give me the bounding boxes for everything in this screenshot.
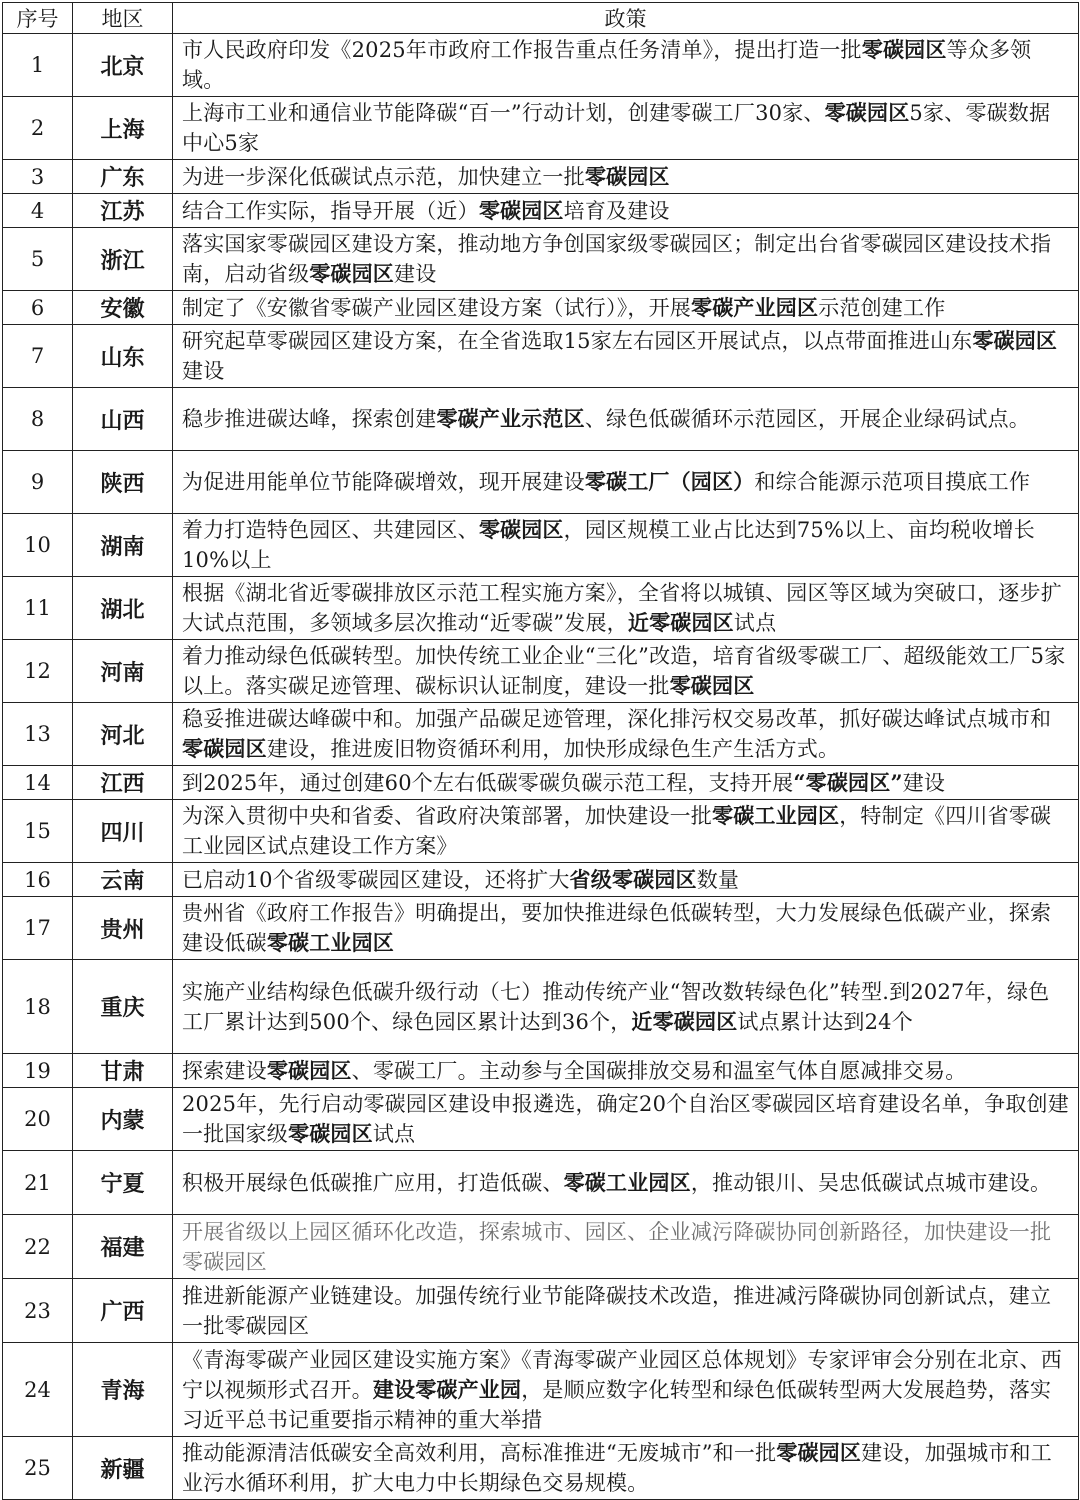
row-policy	[173, 897, 1079, 960]
row-number: 7	[3, 325, 73, 388]
table-row	[3, 766, 1079, 800]
row-region: 四川	[73, 800, 173, 863]
policy-text-tail: 5家、零碳数据中心5家	[182, 101, 1051, 155]
policy-text-tail: 培育及建设	[563, 198, 670, 223]
row-policy	[173, 960, 1079, 1054]
row-policy	[173, 1215, 1079, 1279]
policy-text: 着力打造特色园区、共建园区、	[182, 518, 479, 542]
policy-highlight: 零碳园区	[861, 37, 947, 62]
row-policy	[173, 703, 1079, 766]
policy-highlight: “零碳园区”	[793, 769, 903, 795]
row-region: 安徽	[73, 291, 173, 325]
row-policy	[173, 863, 1079, 897]
row-number: 10	[3, 514, 73, 577]
header-number: 序号	[3, 3, 73, 34]
row-region: 云南	[73, 863, 173, 897]
table-row	[3, 577, 1079, 640]
row-policy	[173, 577, 1079, 640]
policy-highlight: 零碳园区	[266, 1057, 352, 1083]
row-policy	[173, 160, 1079, 194]
policy-text: 为深入贯彻中央和省委、省政府决策部署，加快建设一批	[182, 804, 712, 828]
row-policy	[173, 800, 1079, 863]
table-row	[3, 1151, 1079, 1215]
table-row	[3, 1343, 1079, 1437]
policy-highlight: 零碳工业园区	[563, 1169, 691, 1195]
policy-text-tail: 建设	[394, 262, 437, 286]
row-region: 浙江	[73, 228, 173, 291]
policy-text: 推动能源清洁低碳安全高效利用，高标准推进“无废城市”和一批	[182, 1441, 777, 1465]
row-number: 14	[3, 766, 73, 800]
policy-text-tail: 数量	[696, 867, 740, 892]
row-policy	[173, 1437, 1079, 1500]
policy-text: 为促进用能单位节能降碳增效，现开展建设	[182, 470, 585, 494]
row-region: 甘肃	[73, 1054, 173, 1088]
row-number: 9	[3, 451, 73, 514]
policy-text-tail: 、绿色低碳循环示范园区，开展企业绿码试点。	[584, 407, 1031, 431]
policy-text-tail: 示范创建工作	[818, 295, 946, 320]
policy-highlight: 省级零碳园区	[569, 866, 697, 892]
row-region: 山西	[73, 388, 173, 451]
policy-highlight: 零碳园区	[584, 163, 670, 189]
row-policy	[173, 1088, 1079, 1151]
header-policy: 政策	[173, 3, 1079, 34]
policy-text-tail: ，园区规模工业占比达到75%以上、亩均税收增长10%以上	[182, 518, 1035, 572]
row-policy	[173, 640, 1079, 703]
row-region: 重庆	[73, 960, 173, 1054]
policy-text: 落实国家零碳园区建设方案，推动地方争创国家级零碳园区；制定出台省零碳园区建设技术指南，启动省级	[182, 232, 1052, 286]
policy-text: 积极开展绿色低碳推广应用，打造低碳、	[182, 1170, 564, 1195]
table-row	[3, 960, 1079, 1054]
policy-highlight: 建设零碳产业园	[372, 1376, 522, 1402]
table-row	[3, 514, 1079, 577]
policy-text: 市人民政府印发《2025年市政府工作报告重点任务清单》，提出打造一批	[182, 38, 862, 62]
row-number: 20	[3, 1088, 73, 1151]
policy-highlight: 零碳园区	[824, 100, 910, 125]
row-number: 19	[3, 1054, 73, 1088]
policy-highlight: 零碳园区	[182, 736, 267, 761]
policy-text-tail: 试点	[372, 1122, 416, 1146]
policy-highlight: 零碳园区	[478, 517, 564, 542]
row-policy	[173, 514, 1079, 577]
policy-text: 稳步推进碳达峰，探索创建	[182, 407, 437, 431]
row-policy	[173, 1054, 1079, 1088]
policy-text: 稳妥推进碳达峰碳中和。加强产品碳足迹管理，深化排污权交易改革，抓好碳达峰试点城市和	[182, 707, 1052, 731]
row-number: 6	[3, 291, 73, 325]
table-row	[3, 34, 1079, 97]
row-policy	[173, 1151, 1079, 1215]
row-region: 北京	[73, 34, 173, 97]
row-number: 3	[3, 160, 73, 194]
row-policy	[173, 1343, 1079, 1437]
policy-text: 上海市工业和通信业节能降碳“百一”行动计划，创建零碳工厂30家、	[182, 101, 825, 125]
row-number: 23	[3, 1279, 73, 1343]
table-row	[3, 388, 1079, 451]
row-number: 22	[3, 1215, 73, 1279]
row-region: 江苏	[73, 194, 173, 228]
policy-text: 开展省级以上园区循环化改造，探索城市、园区、企业减污降碳协同创新路径，加快建设一批零碳园区	[182, 1219, 1052, 1274]
policy-text-tail: ，推动银川、吴忠低碳试点城市建设。	[690, 1170, 1052, 1195]
row-region: 福建	[73, 1215, 173, 1279]
policy-text: 《青海零碳产业园区建设实施方案》《青海零碳产业园区总体规划》专家评审会分别在北京、西宁以视频形式召开。	[182, 1347, 1062, 1402]
table-row	[3, 194, 1079, 228]
table-row	[3, 1088, 1079, 1151]
row-number: 25	[3, 1437, 73, 1500]
policy-highlight: 零碳园区	[309, 261, 395, 286]
policy-text: 已启动10个省级零碳园区建设，还将扩大	[182, 867, 570, 892]
policy-text: 探索建设	[182, 1058, 267, 1083]
row-policy	[173, 766, 1079, 800]
policy-text: 结合工作实际，指导开展（近）	[182, 198, 479, 223]
table-row	[3, 703, 1079, 766]
policy-text-tail: 建设，推进废旧物资循环利用，加快形成绿色生产生活方式。	[266, 737, 840, 761]
policy-highlight: 零碳园区	[776, 1440, 862, 1465]
policy-text: 研究起草零碳园区建设方案，在全省选取15家左右园区开展试点，以点带面推进山东	[182, 329, 973, 353]
row-number: 11	[3, 577, 73, 640]
row-region: 广东	[73, 160, 173, 194]
table-row	[3, 863, 1079, 897]
header-region: 地区	[73, 3, 173, 34]
table-header-row	[3, 3, 1079, 34]
row-region: 贵州	[73, 897, 173, 960]
policy-text: 为进一步深化低碳试点示范，加快建立一批	[182, 164, 585, 189]
policy-highlight: 零碳产业园区	[691, 294, 819, 320]
policy-text: 制定了《安徽省零碳产业园区建设方案（试行）》，开展	[182, 295, 691, 320]
table-row	[3, 1054, 1079, 1088]
table-row	[3, 451, 1079, 514]
policy-text: 2025年，先行启动零碳园区建设申报遴选，确定20个自治区零碳园区培育建设名单，争取创建一批国家级	[182, 1092, 1069, 1146]
row-policy	[173, 451, 1079, 514]
row-number: 5	[3, 228, 73, 291]
table-row	[3, 160, 1079, 194]
row-policy	[173, 228, 1079, 291]
policy-highlight: 零碳工业园区	[266, 930, 395, 955]
table-row	[3, 1279, 1079, 1343]
policy-text-tail: 、零碳工厂。主动参与全国碳排放交易和温室气体自愿减排交易。	[351, 1058, 967, 1083]
policy-text-tail: 建设	[182, 359, 225, 383]
row-region: 山东	[73, 325, 173, 388]
policy-highlight: 近零碳园区	[627, 610, 734, 635]
policy-table-wrapper	[2, 2, 1078, 1500]
row-number: 13	[3, 703, 73, 766]
table-row	[3, 291, 1079, 325]
policy-text-tail: ，是顺应数字化转型和绿色低碳转型两大发展趋势，落实习近平总书记重要指示精神的重大举措	[182, 1377, 1052, 1432]
table-row	[3, 1437, 1079, 1500]
policy-highlight: 零碳工厂（园区）	[584, 469, 755, 494]
policy-text-tail: 试点累计达到24个	[737, 1009, 913, 1034]
policy-text-tail: 和综合能源示范项目摸底工作	[754, 470, 1031, 494]
row-number: 15	[3, 800, 73, 863]
row-region: 内蒙	[73, 1088, 173, 1151]
policy-text: 贵州省《政府工作报告》明确提出，要加快推进绿色低碳转型，大力发展绿色低碳产业，探索建设低碳	[182, 901, 1052, 955]
row-region: 河南	[73, 640, 173, 703]
row-region: 宁夏	[73, 1151, 173, 1215]
row-region: 新疆	[73, 1437, 173, 1500]
row-number: 17	[3, 897, 73, 960]
table-row	[3, 800, 1079, 863]
table-row	[3, 97, 1079, 160]
row-region: 河北	[73, 703, 173, 766]
row-policy	[173, 1279, 1079, 1343]
row-policy	[173, 97, 1079, 160]
policy-text-tail: 建设，加强城市和工业污水循环利用，扩大电力中长期绿色交易规模。	[182, 1441, 1052, 1495]
policy-highlight: 零碳园区	[288, 1121, 373, 1146]
row-number: 1	[3, 34, 73, 97]
row-region: 江西	[73, 766, 173, 800]
policy-text-tail: ，特制定《四川省零碳工业园区试点建设工作方案》	[182, 804, 1052, 858]
policy-highlight: 零碳园区	[669, 673, 755, 698]
table-row	[3, 640, 1079, 703]
row-policy	[173, 325, 1079, 388]
table-row	[3, 325, 1079, 388]
row-number: 2	[3, 97, 73, 160]
row-policy	[173, 194, 1079, 228]
row-region: 上海	[73, 97, 173, 160]
row-number: 4	[3, 194, 73, 228]
policy-highlight: 零碳工业园区	[712, 803, 840, 828]
row-region: 湖南	[73, 514, 173, 577]
policy-text: 根据《湖北省近零碳排放区示范工程实施方案》，全省将以城镇、园区等区域为突破口，逐步扩大试点范围，多领域多层次推动“近零碳”发展，	[182, 581, 1062, 635]
policy-text: 着力推动绿色低碳转型。加快传统工业企业“三化”改造，培育省级零碳工厂、超级能效工厂5家以上。落实碳足迹管理、碳标识认证制度，建设一批	[182, 644, 1066, 698]
policy-highlight: 零碳园区	[478, 197, 564, 223]
row-number: 8	[3, 388, 73, 451]
policy-highlight: 近零碳园区	[631, 1008, 738, 1034]
row-number: 16	[3, 863, 73, 897]
row-policy	[173, 291, 1079, 325]
row-region: 湖北	[73, 577, 173, 640]
row-number: 24	[3, 1343, 73, 1437]
policy-table	[2, 2, 1079, 1500]
row-region: 青海	[73, 1343, 173, 1437]
policy-text-tail: 等众多领域。	[182, 38, 1032, 92]
policy-text: 实施产业结构绿色低碳升级行动（七）推动传统产业“智改数转绿色化”转型.到2027年，绿色工厂累计达到500个、绿色园区累计达到36个，	[182, 979, 1050, 1034]
row-number: 21	[3, 1151, 73, 1215]
row-policy	[173, 34, 1079, 97]
policy-text-tail: 建设	[902, 770, 946, 795]
row-number: 18	[3, 960, 73, 1054]
policy-text: 到2025年，通过创建60个左右低碳零碳负碳示范工程，支持开展	[182, 770, 794, 795]
row-number: 12	[3, 640, 73, 703]
table-row	[3, 1215, 1079, 1279]
policy-text-tail: 试点	[733, 611, 777, 635]
policy-highlight: 零碳产业示范区	[436, 406, 585, 431]
row-region: 陕西	[73, 451, 173, 514]
table-row	[3, 897, 1079, 960]
row-region: 广西	[73, 1279, 173, 1343]
row-policy	[173, 388, 1079, 451]
policy-highlight: 零碳园区	[972, 328, 1058, 353]
table-row	[3, 228, 1079, 291]
policy-text: 推进新能源产业链建设。加强传统行业节能降碳技术改造，推进减污降碳协同创新试点，建立一批零碳园区	[182, 1283, 1052, 1338]
